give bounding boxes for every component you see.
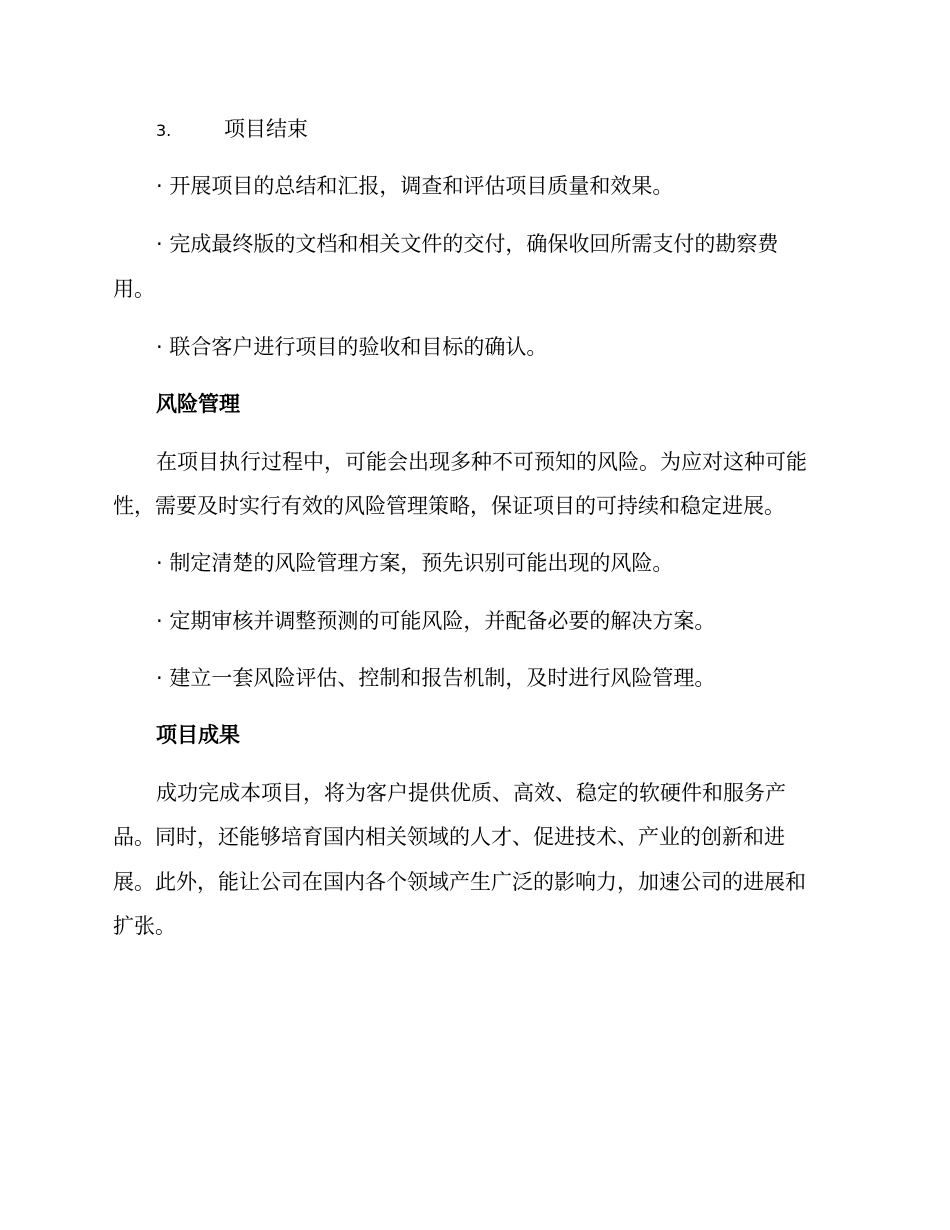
- paragraph-line: 在项目执行过程中，可能会出现多种不可预知的风险。为应对这种可能: [156, 450, 807, 474]
- bullet-item: · 联合客户进行项目的验收和目标的确认。: [156, 335, 548, 359]
- bullet-item: · 制定清楚的风险管理方案，预先识别可能出现的风险。: [156, 551, 674, 575]
- heading-risk-management: 风险管理: [156, 392, 240, 416]
- paragraph-line: 品。同时，还能够培育国内相关领域的人才、促进技术、产业的创新和进: [113, 825, 785, 849]
- heading-project-results: 项目成果: [156, 723, 240, 747]
- bullet-item: · 完成最终版的文档和相关文件的交付，确保收回所需支付的勘察费: [156, 232, 779, 256]
- bullet-item: · 开展项目的总结和汇报，调查和评估项目质量和效果。: [156, 174, 674, 198]
- paragraph-line: 成功完成本项目，将为客户提供优质、高效、稳定的软硬件和服务产: [156, 781, 786, 805]
- paragraph-line: 扩张。: [113, 914, 176, 938]
- section-title-project-end: [156, 115, 846, 145]
- paragraph-line: 性，需要及时实行有效的风险管理策略，保证项目的可持续和稳定进展。: [113, 494, 785, 518]
- section-title: 项目结束: [224, 117, 308, 141]
- paragraph-line: 展。此外，能让公司在国内各个领域产生广泛的影响力，加速公司的进展和: [113, 870, 806, 894]
- section-number: 3.: [156, 121, 172, 140]
- bullet-item: · 建立一套风险评估、控制和报告机制，及时进行风险管理。: [156, 666, 716, 690]
- bullet-item-continuation: 用。: [113, 277, 155, 301]
- bullet-item: · 定期审核并调整预测的可能风险，并配备必要的解决方案。: [156, 609, 716, 633]
